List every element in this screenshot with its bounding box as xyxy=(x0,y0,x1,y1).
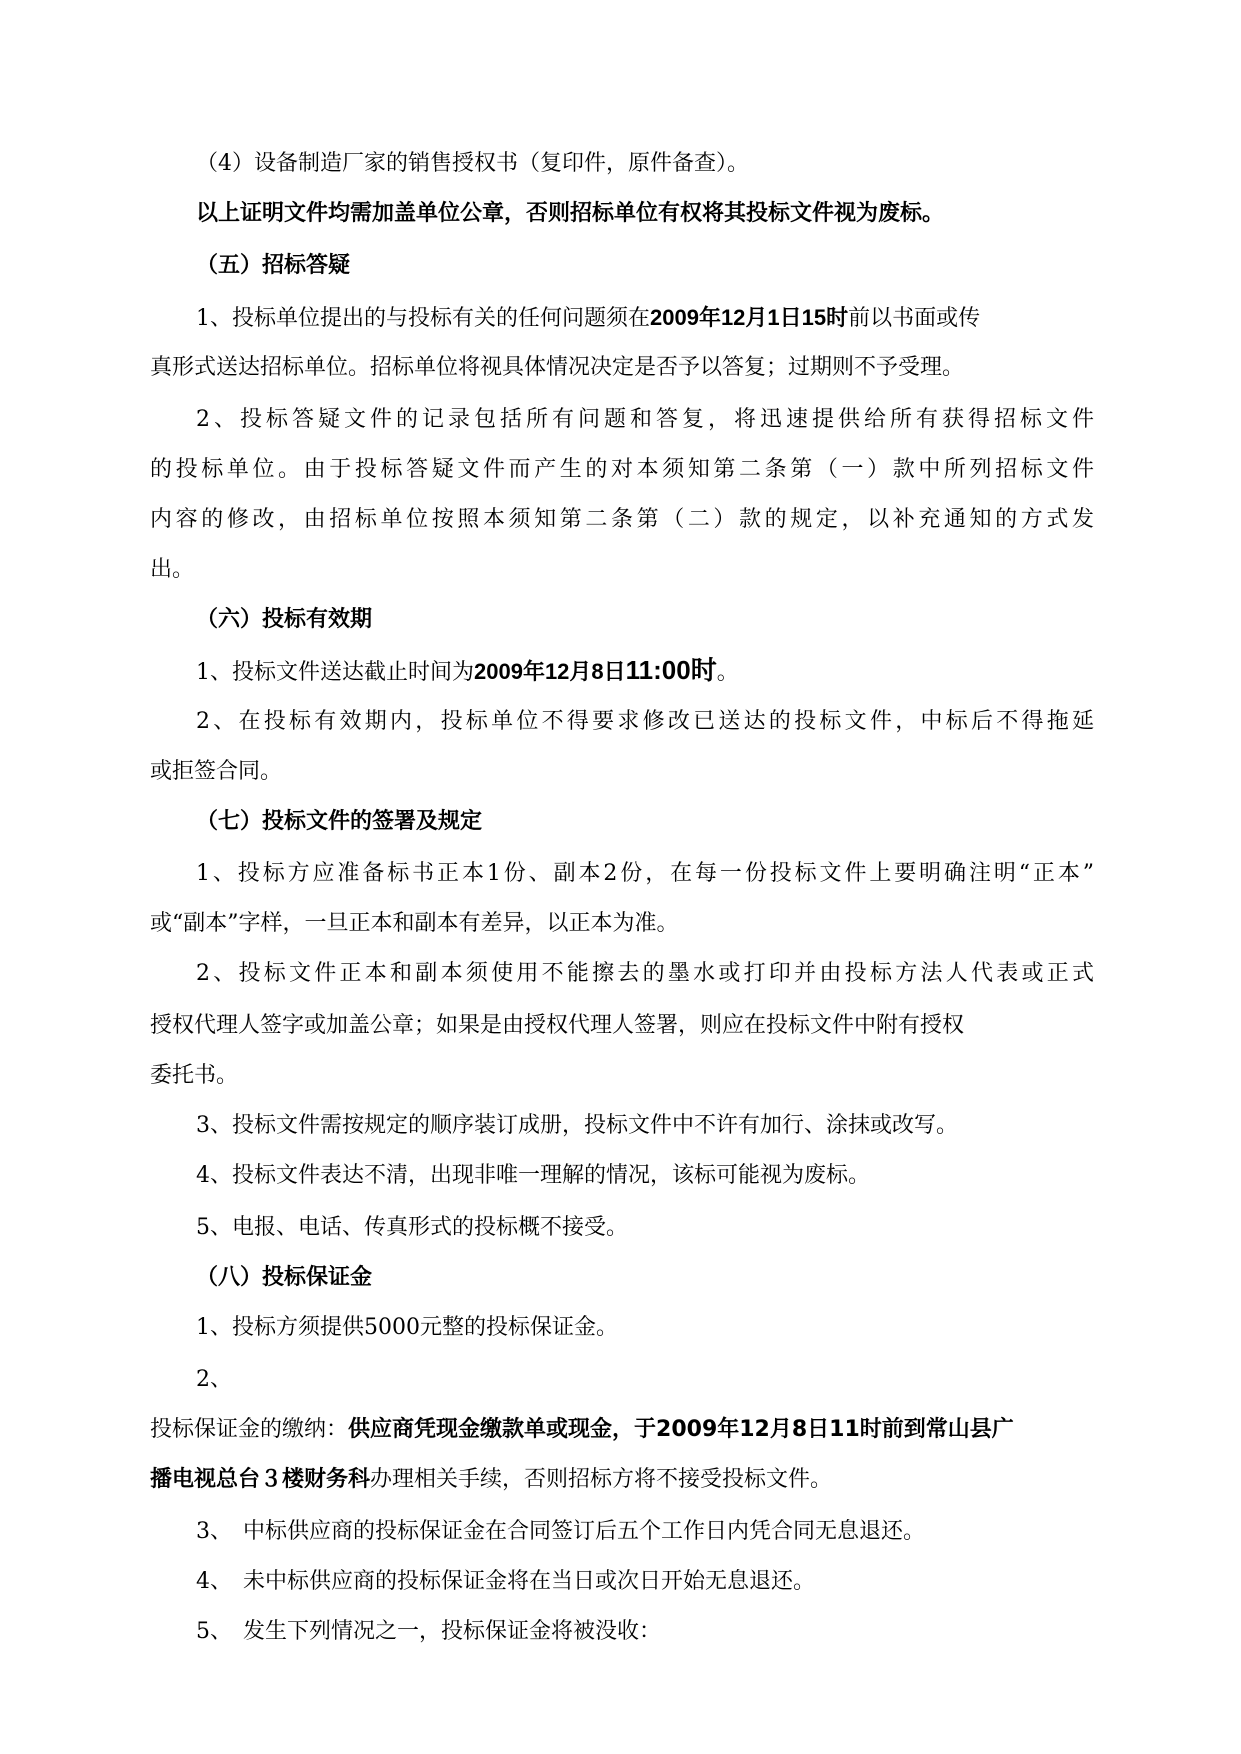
paragraph-7-2-line-1: 2、投标文件正本和副本须使用不能擦去的墨水或打印并由投标方法人代表或正式 xyxy=(196,961,1094,986)
text-segment: 前以书面或传 xyxy=(848,306,981,331)
deadline-question-datetime: 2009年12月1日15时 xyxy=(650,305,849,330)
paragraph-7-4: 4、投标文件表达不清，出现非唯一理解的情况，该标可能视为废标。 xyxy=(196,1163,870,1188)
deposit-payment-location: 播电视总台３楼财务科 xyxy=(150,1467,371,1492)
paragraph-5-2-line-2: 的投标单位。由于投标答疑文件而产生的对本须知第二条第（一）款中所列招标文件 xyxy=(150,457,1094,482)
paragraph-7-1-line-2: 或“副本”字样，一旦正本和副本有差异，以正本为准。 xyxy=(150,911,679,936)
paragraph-7-2-line-3: 委托书。 xyxy=(150,1063,239,1088)
paragraph-5-2-line-1: 2、投标答疑文件的记录包括所有问题和答复，将迅速提供给所有获得招标文件 xyxy=(196,407,1094,432)
paragraph-5-2-line-4: 出。 xyxy=(150,557,195,582)
section-heading-7: （七）投标文件的签署及规定 xyxy=(196,809,483,834)
section-heading-5: （五）招标答疑 xyxy=(196,253,351,278)
paragraph-5-1-line-2: 真形式送达招标单位。招标单位将视具体情况决定是否予以答复；过期则不予受理。 xyxy=(150,355,965,380)
text-segment: 办理相关手续，否则招标方将不接受投标文件。 xyxy=(370,1467,833,1492)
paragraph-7-2-line-2: 授权代理人签字或加盖公章；如果是由授权代理人签署，则应在投标文件中附有授权 xyxy=(150,1013,965,1038)
paragraph-8-2-number: 2、 xyxy=(196,1367,232,1392)
paragraph-8-3: 3、 中标供应商的投标保证金在合同签订后五个工作日内凭合同无息退还。 xyxy=(196,1519,925,1544)
submission-deadline-time: 11:00时 xyxy=(625,655,717,685)
paragraph-8-2-line-1 xyxy=(150,1414,1014,1446)
official-seal-notice: 以上证明文件均需加盖单位公章，否则招标单位有权将其投标文件视为废标。 xyxy=(196,201,945,226)
paragraph-8-5: 5、 发生下列情况之一，投标保证金将被没收： xyxy=(196,1619,661,1644)
text-segment: 。 xyxy=(716,660,739,685)
section-heading-6: （六）投标有效期 xyxy=(196,607,373,632)
paragraph-8-1: 1、投标方须提供5000元整的投标保证金。 xyxy=(196,1315,618,1340)
paragraph-6-1 xyxy=(196,654,739,686)
paragraph-8-2-line-2 xyxy=(150,1464,832,1496)
text-segment: 投标保证金的缴纳： xyxy=(150,1417,349,1442)
text-segment: 1、投标单位提出的与投标有关的任何问题须在 xyxy=(196,306,650,331)
paragraph-5-2-line-3: 内容的修改，由招标单位按照本须知第二条第（二）款的规定，以补充通知的方式发 xyxy=(150,507,1094,532)
submission-deadline-date: 2009年12月8日 xyxy=(474,659,626,684)
paragraph-7-5: 5、电报、电话、传真形式的投标概不接受。 xyxy=(196,1215,628,1240)
text-segment: 1、投标文件送达截止时间为 xyxy=(196,660,474,685)
paragraph-8-4: 4、 未中标供应商的投标保证金将在当日或次日开始无息退还。 xyxy=(196,1569,815,1594)
deposit-payment-instruction: 供应商凭现金缴款单或现金，于2009年12月8日11时前到常山县广 xyxy=(348,1417,1014,1442)
item-4-manufacturer-authorization: （4）设备制造厂家的销售授权书（复印件，原件备查）。 xyxy=(196,151,749,176)
section-heading-8: （八）投标保证金 xyxy=(196,1265,373,1290)
paragraph-6-2-line-1: 2、在投标有效期内，投标单位不得要求修改已送达的投标文件，中标后不得拖延 xyxy=(196,709,1094,734)
paragraph-5-1-line-1 xyxy=(196,302,980,334)
paragraph-7-3: 3、投标文件需按规定的顺序装订成册，投标文件中不许有加行、涂抹或改写。 xyxy=(196,1113,958,1138)
paragraph-7-1-line-1: 1、投标方应准备标书正本1份、副本2份，在每一份投标文件上要明确注明“正本” xyxy=(196,861,1094,886)
paragraph-6-2-line-2: 或拒签合同。 xyxy=(150,759,283,784)
